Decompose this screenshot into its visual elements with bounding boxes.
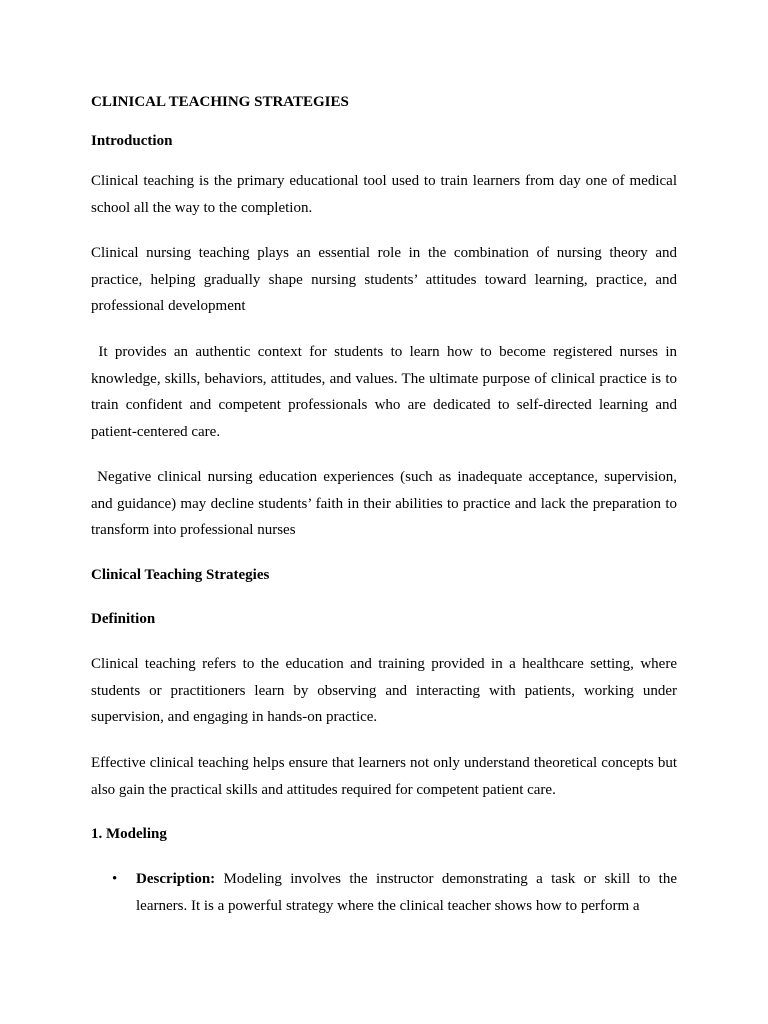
definition-heading: Definition: [91, 611, 156, 627]
intro-paragraph-4: Negative clinical nursing education experiences (such as inadequate acceptance, supervision, and guidance) may decline students’ faith in their abilities to practice and lack the preparation to transform into professional nurses: [91, 469, 681, 538]
intro-paragraph-2: Clinical nursing teaching plays an essential role in the combination of nursing theory and practice, helping gradually shape nursing students’ attitudes toward learning, practice, and professional development: [91, 245, 677, 314]
document-title: CLINICAL TEACHING STRATEGIES: [91, 94, 349, 110]
introduction-heading: Introduction: [91, 133, 173, 149]
bullet-icon: •: [112, 871, 118, 887]
modeling-heading: 1. Modeling: [91, 826, 167, 842]
intro-paragraph-3: It provides an authentic context for students to learn how to become registered nurses in knowledge, skills, behaviors, attitudes, and values. The ultimate purpose of clinical practice is to train confident and competent professionals who are dedicated to self-directed learning and patient-centered care.: [91, 344, 681, 440]
definition-paragraph-1: Clinical teaching refers to the education and training provided in a healthcare setting, where students or practitioners learn by observing and interacting with patients, working under supervision, and engaging in hands-on practice.: [91, 656, 677, 725]
intro-paragraph-1: Clinical teaching is the primary educational tool used to train learners from day one of medical school all the way to the completion.: [91, 173, 677, 216]
bullet-text: Modeling involves the instructor demonstrating a task or skill to the learners. It is a powerful strategy where the clinical teacher shows how to perform a: [136, 871, 677, 914]
section-heading: Clinical Teaching Strategies: [91, 567, 270, 583]
definition-paragraph-2: Effective clinical teaching helps ensure that learners not only understand theoretical concepts but also gain the practical skills and attitudes required for competent patient care.: [91, 755, 677, 798]
list-item: [91, 866, 677, 919]
bullet-label: Description:: [136, 871, 216, 887]
